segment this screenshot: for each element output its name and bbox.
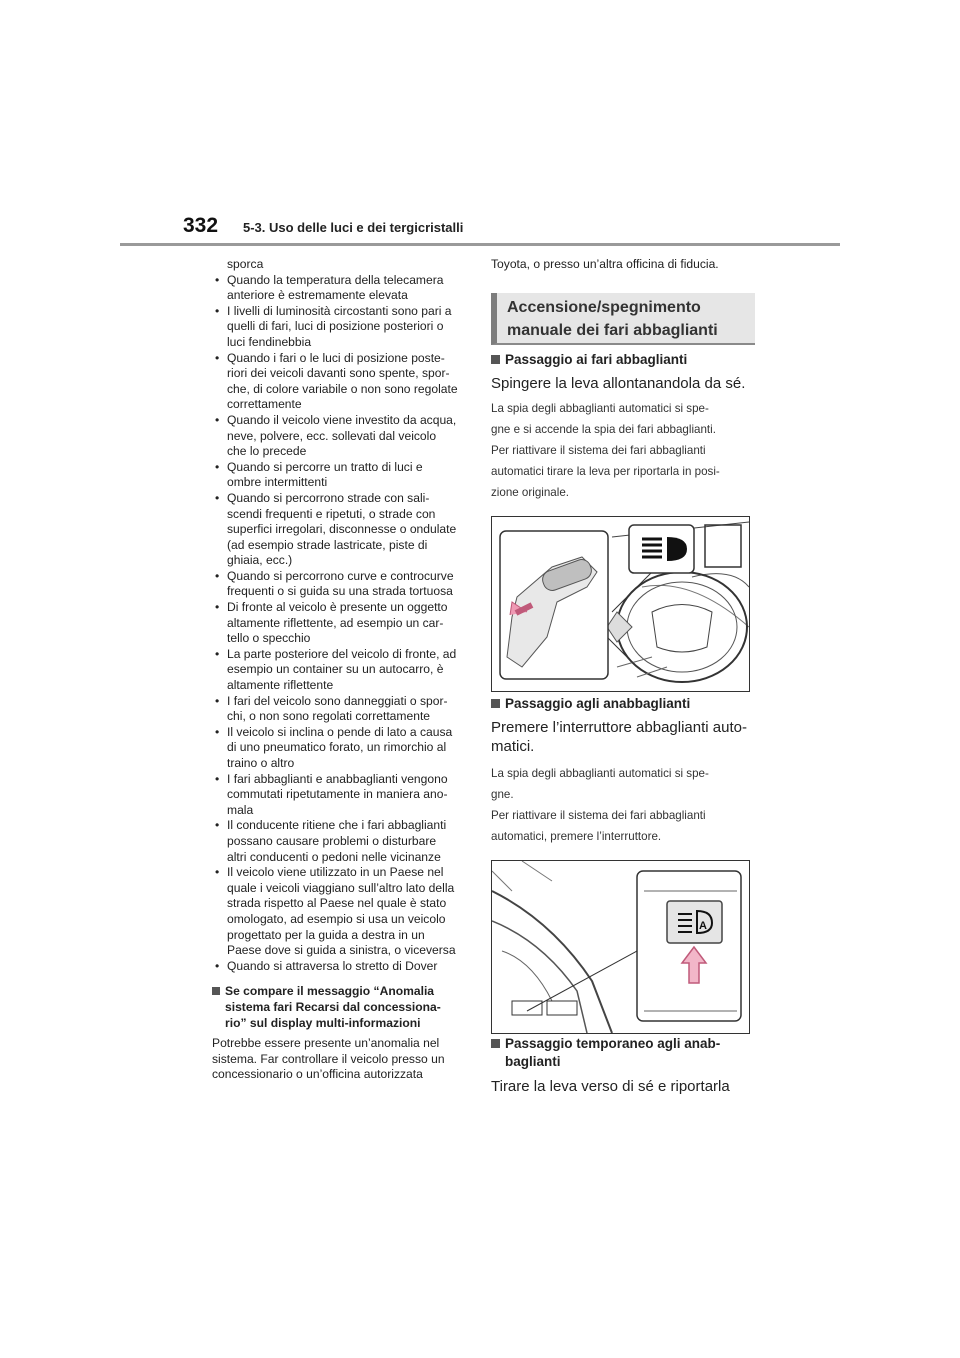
list-item-line: • Quando si percorrono curve e controcurve <box>227 568 454 583</box>
svg-text:A: A <box>699 920 707 932</box>
notes-low-beam <box>491 763 751 847</box>
list-item-line: luci fendinebbia <box>227 334 312 349</box>
list-item <box>212 600 474 647</box>
list-item-line: mala <box>227 802 254 817</box>
list-item-line: che, di colore variabile o non sono regolate <box>227 381 458 396</box>
notes-high-beam <box>491 398 751 503</box>
warning-text <box>212 1036 474 1083</box>
note-line: Per riattivare il sistema dei fari abbaglianti <box>491 444 706 457</box>
heading-high-beam: Passaggio ai fari abbaglianti <box>491 351 753 369</box>
list-item-line: frequenti o si guida su una strada tortuosa <box>227 584 453 599</box>
list-item-line: superfici irregolari, disconnesse o ondulate <box>227 522 457 537</box>
list-item-line: possano causare problemi o disturbare <box>227 833 437 848</box>
list-item-line: (ad esempio strade lastricate, piste di <box>227 537 428 552</box>
list-item-line: quale i veicoli viaggiano sull’altro lato della <box>227 880 455 895</box>
note-line: Per riattivare il sistema dei fari abbaglianti <box>491 809 706 822</box>
list-item-line: di uno pneumatico forato, un rimorchio al <box>227 740 447 755</box>
list-item <box>212 647 474 694</box>
continuation-text-right: Toyota, o presso un’altra officina di fiducia. <box>491 257 719 271</box>
continuation-text: sporca <box>227 257 264 271</box>
list-item-line: tello o specchio <box>227 631 311 646</box>
section-box-title <box>507 296 718 342</box>
list-item-line: traino o altro <box>227 756 295 770</box>
heading-low-beam: Passaggio agli anabbaglianti <box>491 695 753 713</box>
list-item-line: • I livelli di luminosità circostanti sono pari a <box>227 303 452 318</box>
list-item-line: quelli di fari, luci di posizione posteriori o <box>227 319 444 334</box>
header-rule <box>120 243 840 246</box>
list-item-line: • Quando si percorre un tratto di luci e <box>227 459 423 474</box>
page-number: 332 <box>183 214 219 237</box>
list-item-line: esempio un container su un autocarro, è <box>227 662 444 677</box>
list-item-line: • Il veicolo si inclina o pende di lato a causa <box>227 724 453 739</box>
left-column <box>212 257 474 1083</box>
box-title-line: manuale dei fari abbaglianti <box>507 322 718 339</box>
lead-high-beam: Spingere la leva allontanandola da sé. <box>491 375 746 392</box>
lead-low-beam <box>491 718 751 756</box>
list-item-line: • Quando si attraversa lo stretto di Dover <box>227 958 438 973</box>
list-item <box>212 569 474 600</box>
list-item <box>212 273 474 304</box>
list-item-line: che lo precede <box>227 444 307 459</box>
list-item-line: • Di fronte al veicolo è presente un oggetto <box>227 600 448 615</box>
list-item-line: • I fari del veicolo sono danneggiati o spor- <box>227 693 448 708</box>
list-item-line: progettato per la guida a destra in un <box>227 927 425 942</box>
list-item <box>212 818 474 865</box>
warning-heading <box>212 984 474 1031</box>
note-line: automatici, premere l’interruttore. <box>491 830 662 843</box>
list-item-line: altamente riflettente <box>227 678 334 693</box>
list-item <box>212 865 474 959</box>
lead-line: Premere l’interruttore abbaglianti auto- <box>491 719 747 736</box>
warning-text-line: sistema. Far controllare il veicolo presso un <box>212 1051 445 1066</box>
list-item <box>212 491 474 569</box>
list-item-line: commutati ripetutamente in maniera ano- <box>227 787 448 802</box>
section-title: 5-3. Uso delle luci e dei tergicristalli <box>243 220 464 235</box>
list-item-line: strada rispetto al Paese nel quale è stato <box>227 896 447 911</box>
list-item-line: ghiaia, ecc.) <box>227 553 293 568</box>
list-item <box>212 413 474 460</box>
note-line: La spia degli abbaglianti automatici si spe- <box>491 402 709 415</box>
list-item <box>212 304 474 351</box>
warning-heading-line: sistema fari Recarsi dal concessiona- <box>225 999 441 1014</box>
note-line: La spia degli abbaglianti automatici si spe- <box>491 767 709 780</box>
list-item <box>212 959 474 975</box>
list-item <box>212 725 474 772</box>
list-item-line: • I fari abbaglianti e anabbaglianti vengono <box>227 771 448 786</box>
section-box <box>491 293 755 345</box>
switch-illustration <box>492 861 749 1033</box>
list-item-line: altamente riflettente, ad esempio un car- <box>227 615 444 630</box>
list-item-line: omologato, ad esempio si usa un veicolo <box>227 911 446 926</box>
note-line: automatici tirare la leva per riportarla in posi- <box>491 465 720 478</box>
list-item-line: • Quando i fari o le luci di posizione poste- <box>227 350 445 365</box>
figure-switch <box>491 860 750 1034</box>
right-column <box>491 257 751 1095</box>
list-item-line: • Quando si percorrono strade con sali- <box>227 490 430 505</box>
list-item-line: • Il veicolo viene utilizzato in un Paese nel <box>227 865 444 880</box>
list-item-line: scendi frequenti e ripetuti, o strade con <box>227 506 436 521</box>
lead-line: matici. <box>491 738 535 755</box>
list-item-line: chi, o non sono regolati correttamente <box>227 709 431 724</box>
heading-line: baglianti <box>505 1054 561 1069</box>
note-line: zione originale. <box>491 486 569 499</box>
warning-heading-line: rio” sul display multi-informazioni <box>225 1015 421 1030</box>
list-item-line: altri conducenti o pedoni nelle vicinanze <box>227 849 441 864</box>
heading-flash <box>491 1035 753 1071</box>
lever-illustration <box>492 517 749 691</box>
list-item-line: correttamente <box>227 397 302 412</box>
lead-flash: Tirare la leva verso di sé e riportarla <box>491 1078 730 1095</box>
list-item <box>212 460 474 491</box>
note-line: gne. <box>491 788 514 801</box>
list-item-line: neve, polvere, ecc. sollevati dal veicolo <box>227 428 437 443</box>
box-title-line: Accensione/spegnimento <box>507 299 701 316</box>
list-item-line: ombre intermittenti <box>227 475 328 490</box>
heading-line: Passaggio temporaneo agli anab- <box>505 1036 721 1051</box>
conditions-list <box>212 273 474 975</box>
figure-lever <box>491 516 750 692</box>
warning-text-line: concessionario o un’officina autorizzata <box>212 1067 423 1082</box>
list-item-line: • Quando la temperatura della telecamera <box>227 272 444 287</box>
list-item-line: • La parte posteriore del veicolo di fronte, ad <box>227 646 457 661</box>
warning-text-line: Potrebbe essere presente un’anomalia nel <box>212 1036 440 1051</box>
list-item <box>212 772 474 819</box>
list-item <box>212 351 474 413</box>
warning-heading-line: Se compare il messaggio “Anomalia <box>225 984 435 999</box>
list-item <box>212 694 474 725</box>
list-item-line: Paese dove si guida a sinistra, o viceversa <box>227 943 456 958</box>
list-item-line: riori dei veicoli davanti sono spente, spor- <box>227 366 450 381</box>
list-item-line: • Il conducente ritiene che i fari abbaglianti <box>227 818 447 833</box>
note-line: gne e si accende la spia dei fari abbaglianti. <box>491 423 716 436</box>
list-item-line: anteriore è estremamente elevata <box>227 288 408 303</box>
list-item-line: • Quando il veicolo viene investito da acqua, <box>227 412 457 427</box>
